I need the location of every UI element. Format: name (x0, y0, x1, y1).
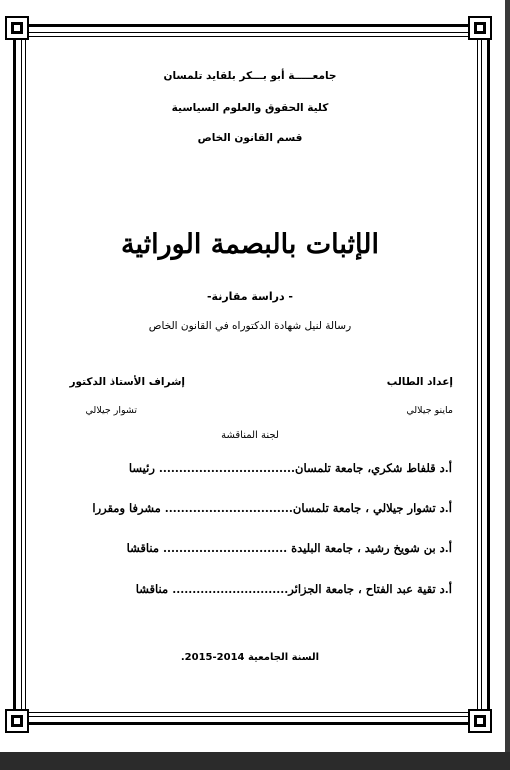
committee-member: أ.د قلفاط شكري، جامعة تلمسان.................................. رئيسا (128, 461, 452, 475)
committee-member: أ.د تشوار جيلالي ، جامعة تلمسان................................ مشرفا ومقررا (92, 501, 452, 515)
academic-year: السنة الجامعية 2014-2015. (180, 652, 320, 663)
thesis-description: رسالة لنيل شهادة الدكتوراه في القانون الخاص (148, 320, 352, 332)
supervisor-label: إشراف الأستاذ الدكتور (69, 376, 185, 388)
student-label: إعداد الطالب (386, 376, 453, 388)
faculty-name: كلية الحقوق والعلوم السياسية (171, 102, 329, 114)
page-edge-shadow (505, 0, 510, 752)
corner-ornament-icon (5, 16, 29, 40)
corner-ornament-icon (468, 709, 492, 733)
thesis-subtitle: - دراسة مقارنة- (206, 290, 294, 303)
student-name: ماينو جيلالي (406, 405, 453, 416)
committee-title: لجنة المناقشة (221, 430, 279, 441)
corner-ornament-icon (5, 709, 29, 733)
committee-member: أ.د بن شويخ رشيد ، جامعة البليدة ............................... مناقشا (126, 541, 452, 555)
viewer-bottom-bar (0, 752, 510, 770)
department-name: قسم القانون الخاص (197, 132, 303, 144)
thesis-title: الإثبات بالبصمة الوراثية (120, 229, 380, 260)
university-name: جامعـــــة أبو بـــكر بلقايد تلمسان (163, 70, 337, 82)
supervisor-name: تشوار جيلالي (85, 405, 137, 416)
committee-member: أ.د تقية عبد الفتاح ، جامعة الجزائر............................. مناقشا (135, 582, 452, 596)
corner-ornament-icon (468, 16, 492, 40)
